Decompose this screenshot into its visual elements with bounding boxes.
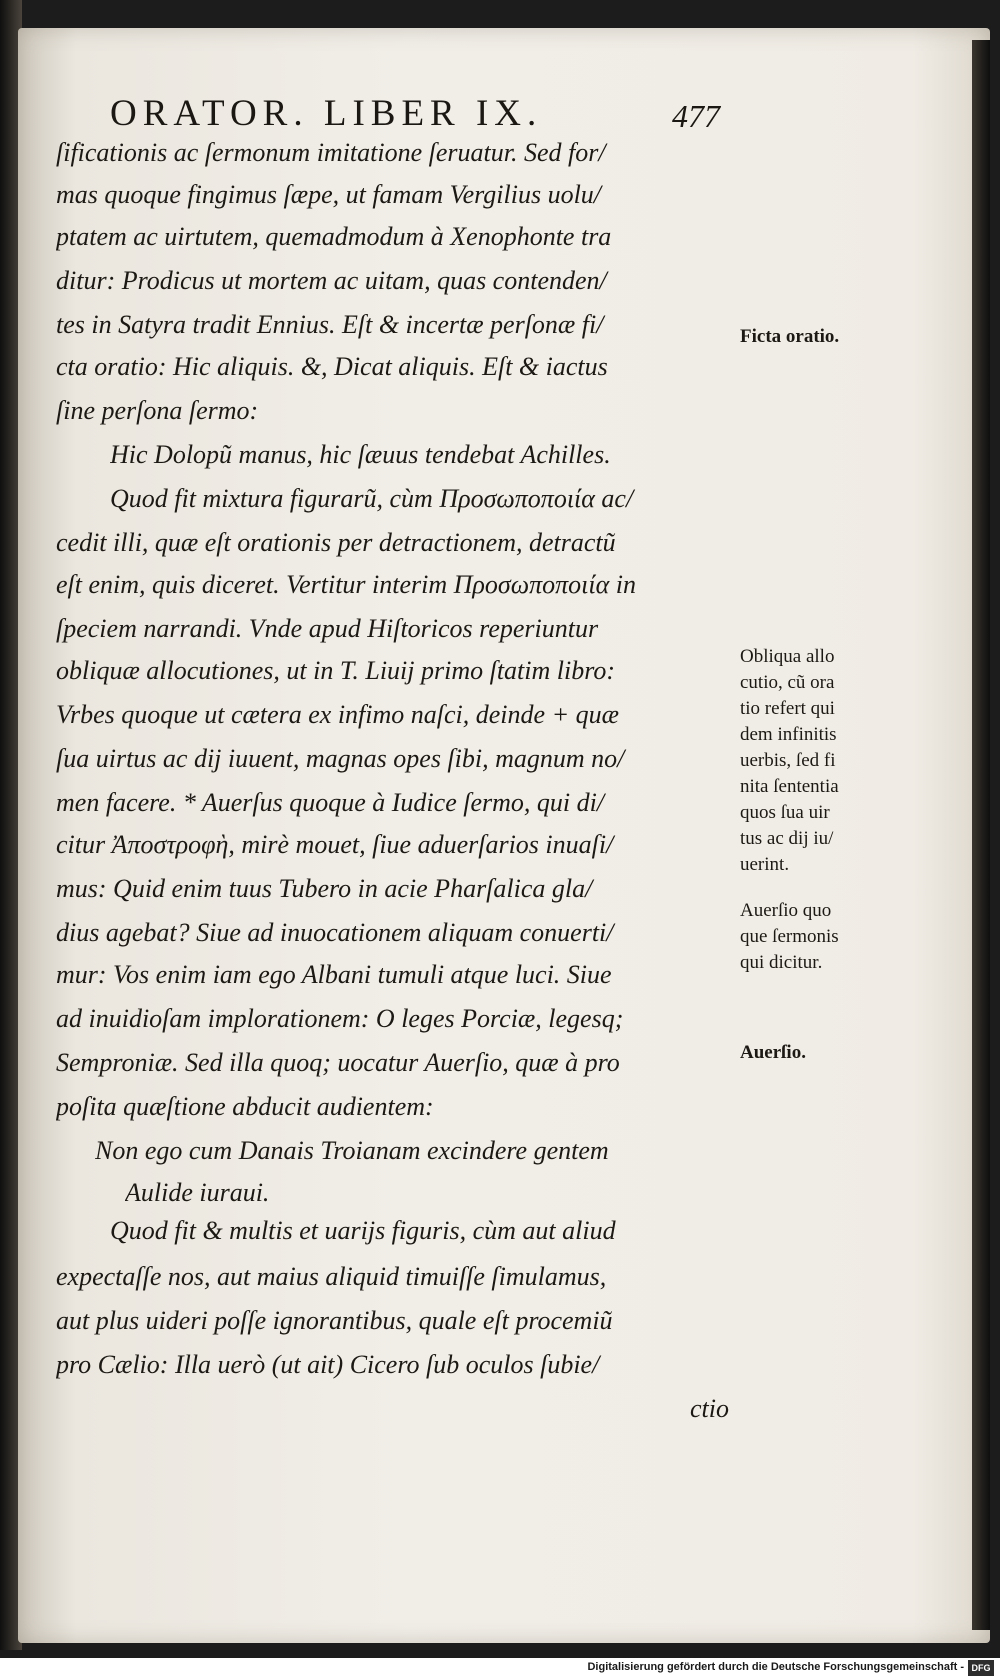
margin-note-line: cutio, cũ ora	[740, 672, 835, 693]
body-line: Quod fit & multis et uarijs figuris, cùm aut aliud	[110, 1216, 616, 1245]
margin-note-auersio-quoque	[740, 898, 890, 976]
body-line: ſine perſona ſermo:	[56, 396, 259, 425]
margin-note-line: tio refert qui	[740, 698, 835, 719]
body-line: dius agebat? Siue ad inuocationem aliquam conuerti/	[56, 918, 614, 947]
margin-note-line: Auerſio quo	[740, 900, 832, 921]
verse-line: Hic Dolopũ manus, hic ſæuus tendebat Achilles.	[110, 440, 611, 469]
dfg-logo: DFG	[968, 1660, 994, 1676]
page-number: 477	[672, 98, 720, 134]
body-line: eſt enim, quis diceret. Vertitur interim Προσωποποιία in	[56, 570, 636, 599]
body-line: ad inuidioſam implorationem: O leges Porciæ, legesq;	[56, 1004, 624, 1033]
body-line: Vrbes quoque ut cætera ex infimo naſci, deinde + quæ	[56, 700, 619, 729]
body-line: obliquæ allocutiones, ut in T. Liuij primo ſtatim libro:	[56, 656, 616, 685]
body-line: Quod fit mixtura figurarũ, cùm Προσωποποιία ac/	[110, 484, 634, 513]
margin-note-line: Obliqua allo	[740, 646, 835, 667]
body-line: ptatem ac uirtutem, quemadmodum à Xenophonte tra	[56, 222, 612, 251]
margin-note-line: dem infinitis	[740, 724, 837, 745]
body-line: tes in Satyra tradit Ennius. Eſt & incertæ perſonæ fi/	[56, 310, 604, 339]
digitization-credit: Digitalisierung gefördert durch die Deutsche Forschungsgemeinschaft -	[587, 1661, 964, 1673]
body-line: aut plus uideri poſſe ignorantibus, quale eſt procemiũ	[56, 1306, 613, 1335]
body-line: Semproniæ. Sed illa quoq; uocatur Auerſio, quæ à pro	[56, 1048, 620, 1077]
margin-note-auersio: Auerſio.	[740, 1042, 806, 1063]
body-line: mur: Vos enim iam ego Albani tumuli atque luci. Siue	[56, 960, 612, 989]
catchword: ctio	[690, 1394, 729, 1423]
margin-note-line: qui dicitur.	[740, 952, 823, 973]
body-line: poſita quæſtione abducit audientem:	[56, 1092, 434, 1121]
running-title: ORATOR. LIBER IX.	[110, 93, 543, 134]
margin-note-line: uerbis, ſed fi	[740, 750, 836, 771]
body-line: pro Cælio: Illa uerò (ut ait) Cicero ſub oculos ſubie/	[56, 1350, 600, 1379]
body-line: ſificationis ac ſermonum imitatione ſeruatur. Sed for/	[56, 138, 606, 167]
body-line: ſpeciem narrandi. Vnde apud Hiſtoricos reperiuntur	[56, 614, 599, 643]
verse-line: Non ego cum Danais Troianam excindere gentem	[95, 1136, 609, 1165]
scan-edge-right	[972, 40, 990, 1630]
margin-note-line: tus ac dij iu/	[740, 828, 834, 849]
body-line: cedit illi, quæ eſt orationis per detractionem, detractũ	[56, 528, 616, 557]
body-line: mus: Quid enim tuus Tubero in acie Pharſalica gla/	[56, 874, 593, 903]
body-line: ditur: Prodicus ut mortem ac uitam, quas contenden/	[56, 266, 607, 295]
margin-note-line: uerint.	[740, 854, 790, 875]
verse-line: Aulide iuraui.	[125, 1178, 270, 1207]
body-line: men facere. * Auerſus quoque à Iudice ſermo, qui di/	[56, 788, 605, 817]
body-line: ſua uirtus ac dij iuuent, magnas opes ſibi, magnum no/	[56, 744, 625, 773]
body-line: citur Ἀποστροφὴ, mirè mouet, ſiue aduerſarios inuaſi/	[56, 830, 614, 859]
margin-note-line: nita ſententia	[740, 776, 839, 797]
body-line: cta oratio: Hic aliquis. &, Dicat aliquis. Eſt & iactus	[56, 352, 608, 381]
margin-note-line: quos ſua uir	[740, 802, 830, 823]
margin-note-obliqua-allocutio	[740, 644, 890, 878]
body-line: expectaſſe nos, aut maius aliquid timuiſſe ſimulamus,	[56, 1262, 607, 1291]
margin-note-line: que ſermonis	[740, 926, 839, 947]
margin-note-ficta-oratio: Ficta oratio.	[740, 326, 840, 347]
body-line: mas quoque fingimus ſæpe, ut famam Vergilius uolu/	[56, 180, 602, 209]
